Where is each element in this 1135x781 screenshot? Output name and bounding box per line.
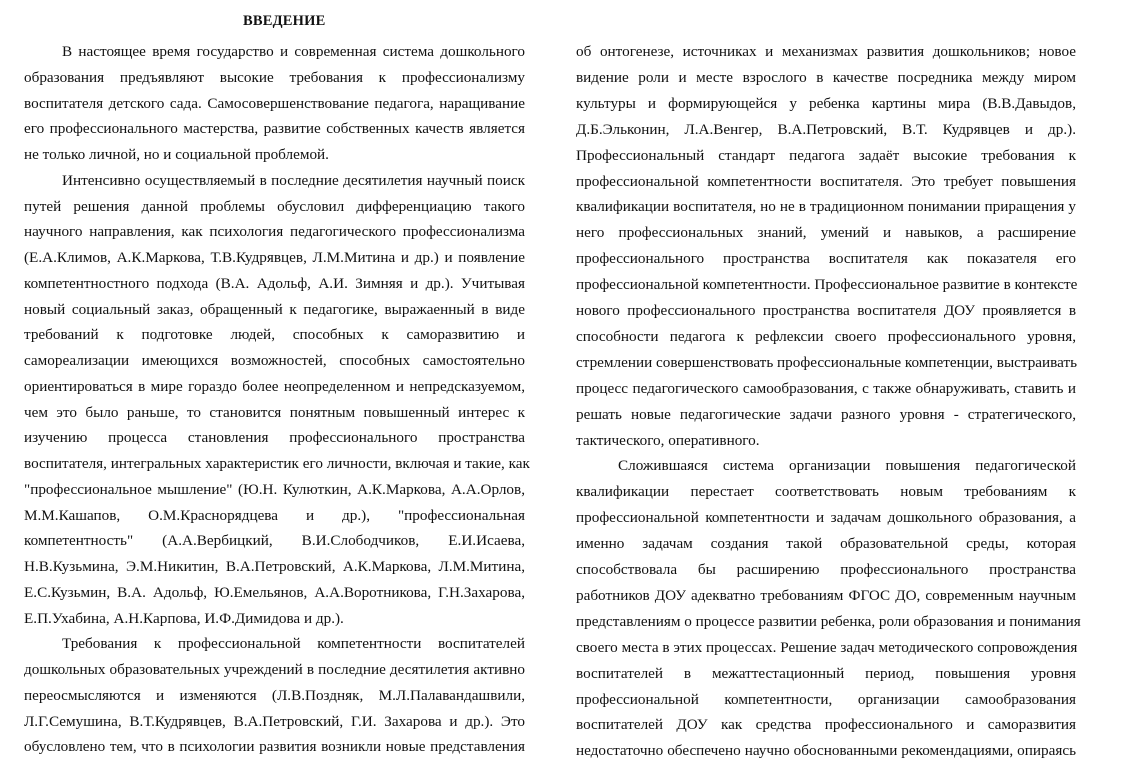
- text-line: не только личной, но и социальной проблемой.: [24, 146, 329, 163]
- text-line: путей решения данной проблемы обусловил дифференциацию такого: [24, 197, 525, 215]
- text-line: него профессиональных знаний, умений и навыков, а расширение: [576, 224, 1076, 242]
- text-line: об онтогенезе, источниках и механизмах развития дошкольников; новое: [576, 43, 1076, 60]
- text-line: его профессионального мастерства, развитие собственных качеств является: [24, 120, 525, 138]
- text-line: компетентность" (А.А.Вербицкий, В.И.Слободчиков, Е.И.Исаева,: [24, 532, 525, 550]
- text-line: ориентироваться в мире гораздо более неопределенном и непредсказуемом,: [24, 377, 525, 395]
- text-line: процесс педагогического самообразования, с также обнаруживать, ставить и: [576, 379, 1076, 397]
- text-line: новый социальный заказ, обращенный к педагогике, выражаенный в виде: [24, 300, 525, 318]
- text-line: Л.Г.Семушина, В.Т.Кудрявцев, В.А.Петровский, Г.И. Захарова и др.). Это: [24, 712, 525, 730]
- text-line: представлениям о процессе развитии ребенка, роли образования и понимания: [576, 612, 1081, 630]
- text-line: способствовала бы расширению профессионального пространства: [576, 561, 1076, 578]
- text-line: видение роли и месте взрослого в качестве посредника между миром: [576, 68, 1076, 86]
- text-line: квалификации воспитателя, но не в традиционном понимании приращения у: [576, 198, 1076, 216]
- text-line: культуры и формирующейся у ребенка картины мира (В.В.Давыдов,: [576, 94, 1076, 112]
- text-line: воспитателя детского сада. Самосовершенствование педагога, наращивание: [24, 94, 525, 112]
- text-line: дошкольных образовательных учреждений в последние десятилетия активно: [24, 661, 525, 678]
- text-line: Н.В.Кузьмина, Э.М.Никитин, В.А.Петровский, А.К.Маркова, Л.М.Митина,: [24, 558, 525, 575]
- text-line: Сложившаяся система организации повышения педагогической: [618, 457, 1076, 475]
- text-line: своего места в этих процессах. Решение задач методического сопровождения: [576, 638, 1078, 656]
- text-line: профессионального пространства воспитателя как показателя его: [576, 250, 1076, 268]
- text-line: профессиональной компетентности и задачам дошкольного образования, а: [576, 509, 1076, 527]
- text-line: В настоящее время государство и современная система дошкольного: [62, 43, 525, 60]
- text-line: Д.Б.Эльконин, Л.А.Венгер, В.А.Петровский, В.Т. Кудрявцев и др.).: [576, 120, 1076, 138]
- text-line: чем это было раньше, то становится понятным повышенный интерес к: [24, 403, 525, 421]
- text-line: стремлении совершенствовать профессиональные компетенции, выстраивать: [576, 353, 1078, 371]
- section-heading: ВВЕДЕНИЕ: [243, 13, 326, 29]
- text-line: требований к подготовке людей, способных к саморазвитию и: [24, 326, 525, 344]
- text-line: самореализации имеющихся возможностей, способных самостоятельно: [24, 352, 525, 369]
- text-line: компетентностного подхода (В.А. Адольф, А.И. Зимняя и др.). Учитывая: [24, 274, 525, 292]
- text-line: профессиональной компетентности воспитателя. Это требует повышения: [576, 172, 1076, 190]
- text-line: профессиональной компетентности, организации самообразования: [576, 690, 1076, 708]
- text-line: решать новые педагогические задачи разного уровня - стратегического,: [576, 405, 1076, 423]
- text-line: образования предъявляют высокие требования к профессионализму: [24, 68, 525, 86]
- text-line: воспитателей в межаттестационный период, повышения уровня: [576, 664, 1076, 682]
- text-line: Е.П.Ухабина, А.Н.Карпова, И.Ф.Димидова и др.).: [24, 609, 344, 627]
- text-line: недостаточно обеспечено научно обоснованными рекомендациями, опираясь: [576, 742, 1076, 760]
- text-line: "профессиональное мышление" (Ю.Н. Кулюткин, А.К.Маркова, А.А.Орлов,: [24, 480, 525, 498]
- text-line: воспитателей ДОУ как средства профессионального и саморазвития: [576, 716, 1076, 734]
- text-line: Требования к профессиональной компетентности воспитателей: [62, 635, 525, 653]
- text-line: переосмысляются и изменяются (Л.В.Поздняк, М.Л.Палавандашвили,: [24, 686, 525, 704]
- text-line: способности педагога к рефлексии своего профессионального уровня,: [576, 327, 1076, 345]
- text-line: изучению процесса становления профессионального пространства: [24, 429, 525, 447]
- text-line: воспитателя, интегральных характеристик его личности, включая и такие, как: [24, 455, 530, 472]
- text-line: М.М.Кашапов, О.М.Краснорядцева и др.), "профессиональная: [24, 506, 525, 524]
- text-line: именно задачам создания такой образовательной среды, которая: [576, 535, 1076, 553]
- text-line: (Е.А.Климов, А.К.Маркова, Т.В.Кудрявцев, Л.М.Митина и др.) и появление: [24, 249, 525, 266]
- text-line: Интенсивно осуществляемый в последние десятилетия научный поиск: [62, 171, 525, 189]
- text-line: научного направления, как психология педагогического профессионализма: [24, 223, 525, 241]
- text-line: Профессиональный стандарт педагога задаёт высокие требования к: [576, 146, 1076, 164]
- text-line: нового профессионального пространства воспитателя ДОУ проявляется в: [576, 302, 1076, 319]
- text-line: квалификации перестает соответствовать новым требованиям к: [576, 483, 1076, 501]
- text-line: Е.С.Кузьмин, В.А. Адольф, Ю.Емельянов, А.А.Воротникова, Г.Н.Захарова,: [24, 583, 525, 601]
- text-line: профессиональной компетентности. Профессиональное развитие в контексте: [576, 276, 1078, 294]
- text-line: работников ДОУ адекватно требованиям ФГОС ДО, современным научным: [576, 586, 1076, 604]
- text-line: тактического, оперативного.: [576, 431, 760, 449]
- text-line: обусловлено тем, что в психологии развития возникли новые представления: [24, 738, 525, 756]
